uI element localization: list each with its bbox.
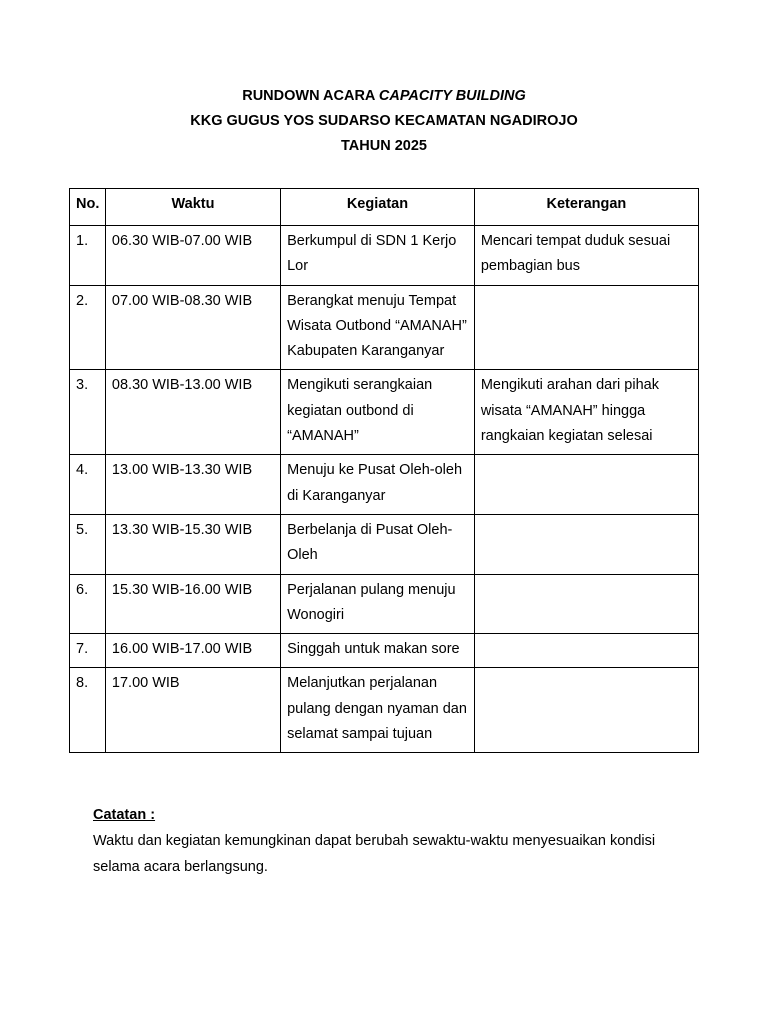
cell-kegiatan: Perjalanan pulang menuju Wonogiri [281, 574, 475, 634]
cell-no: 8. [70, 668, 106, 753]
document-title [0, 86, 768, 161]
cell-no: 4. [70, 455, 106, 515]
rundown-table-body [70, 226, 699, 753]
table-row [70, 455, 699, 515]
header-waktu: Waktu [105, 189, 280, 226]
cell-waktu: 08.30 WIB-13.00 WIB [105, 370, 280, 455]
cell-waktu: 06.30 WIB-07.00 WIB [105, 226, 280, 286]
title-prefix: RUNDOWN ACARA [242, 88, 379, 104]
title-italic: CAPACITY BUILDING [378, 88, 526, 104]
cell-no: 6. [70, 574, 106, 634]
note-text: Waktu dan kegiatan kemungkinan dapat berubah sewaktu-waktu menyesuaikan kondisi selama acara berlangsung. [93, 833, 656, 875]
cell-keterangan [474, 668, 698, 753]
cell-kegiatan: Singgah untuk makan sore [281, 634, 475, 668]
cell-keterangan: Mencari tempat duduk sesuai pembagian bus [474, 226, 698, 286]
title-line-2: KKG GUGUS YOS SUDARSO KECAMATAN NGADIROJO [190, 113, 578, 129]
cell-waktu: 07.00 WIB-08.30 WIB [105, 285, 280, 370]
cell-keterangan [474, 634, 698, 668]
cell-waktu: 15.30 WIB-16.00 WIB [105, 574, 280, 634]
cell-keterangan: Mengikuti arahan dari pihak wisata “AMANAH” hingga rangkaian kegiatan selesai [474, 370, 698, 455]
table-row [70, 514, 699, 574]
table-row [70, 634, 699, 668]
cell-keterangan [474, 574, 698, 634]
table-row [70, 574, 699, 634]
title-line-1 [0, 86, 768, 111]
header-keterangan: Keterangan [474, 189, 698, 226]
cell-keterangan [474, 285, 698, 370]
table-row [70, 668, 699, 753]
rundown-table [69, 188, 699, 753]
note-title: Catatan : [93, 807, 156, 823]
cell-no: 2. [70, 285, 106, 370]
cell-waktu: 17.00 WIB [105, 668, 280, 753]
cell-kegiatan: Berangkat menuju Tempat Wisata Outbond “AMANAH” Kabupaten Karanganyar [281, 285, 475, 370]
cell-no: 7. [70, 634, 106, 668]
cell-waktu: 13.00 WIB-13.30 WIB [105, 455, 280, 515]
title-line-3: TAHUN 2025 [341, 138, 427, 154]
cell-kegiatan: Berkumpul di SDN 1 Kerjo Lor [281, 226, 475, 286]
cell-waktu: 13.30 WIB-15.30 WIB [105, 514, 280, 574]
cell-kegiatan: Menuju ke Pusat Oleh-oleh di Karanganyar [281, 455, 475, 515]
table-row [70, 285, 699, 370]
table-header-row [70, 189, 699, 226]
cell-kegiatan: Mengikuti serangkaian kegiatan outbond di “AMANAH” [281, 370, 475, 455]
cell-keterangan [474, 514, 698, 574]
cell-kegiatan: Berbelanja di Pusat Oleh-Oleh [281, 514, 475, 574]
cell-keterangan [474, 455, 698, 515]
note-section [93, 804, 693, 880]
header-no: No. [70, 189, 106, 226]
cell-kegiatan: Melanjutkan perjalanan pulang dengan nyaman dan selamat sampai tujuan [281, 668, 475, 753]
table-row [70, 226, 699, 286]
cell-no: 5. [70, 514, 106, 574]
header-kegiatan: Kegiatan [281, 189, 475, 226]
table-row [70, 370, 699, 455]
cell-no: 3. [70, 370, 106, 455]
cell-no: 1. [70, 226, 106, 286]
cell-waktu: 16.00 WIB-17.00 WIB [105, 634, 280, 668]
